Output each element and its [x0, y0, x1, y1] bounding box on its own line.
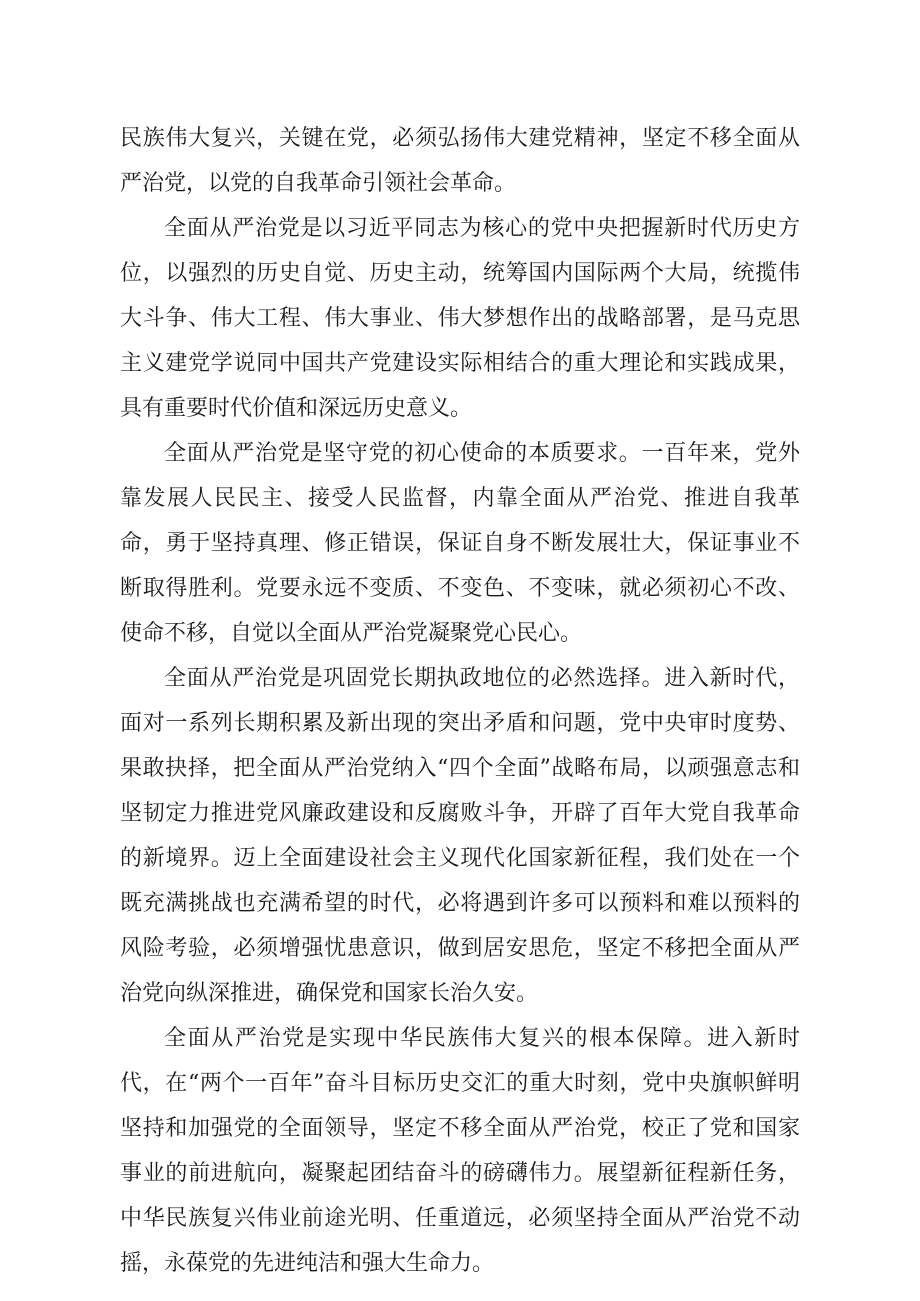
article-body — [120, 116, 800, 1286]
paragraph-strategic-deployment: 全面从严治党是以习近平同志为核心的党中央把握新时代历史方位，以强烈的历史自觉、历史主动，统筹国内国际两个大局，统揽伟大斗争、伟大工程、伟大事业、伟大梦想作出的战略部署，是马克思主义建党学说同中国共产党建设实际相结合的重大理论和实践成果，具有重要时代价值和深远历史意义。 — [120, 216, 800, 421]
paragraph-original-mission: 全面从严治党是坚守党的初心使命的本质要求。一百年来，党外靠发展人民民主、接受人民监督，内靠全面从严治党、推进自我革命，勇于坚持真理、修正错误，保证自身不断发展壮大，保证事业不断取得胜利。党要永远不变质、不变色、不变味，就必须初心不改、使命不移，自觉以全面从严治党凝聚党心民心。 — [120, 441, 800, 646]
paragraph-fundamental-guarantee: 全面从严治党是实现中华民族伟大复兴的根本保障。进入新时代，在“两个一百年”奋斗目标历史交汇的重大时刻，党中央旗帜鲜明坚持和加强党的全面领导，坚定不移全面从严治党，校正了党和国家事业的前进航向，凝聚起团结奋斗的磅礴伟力。展望新征程新任务，中华民族复兴伟业前途光明、任重道远，必须坚持全面从严治党不动摇，永葆党的先进纯洁和强大生命力。 — [120, 1026, 800, 1276]
paragraph-continuation: 民族伟大复兴，关键在党，必须弘扬伟大建党精神，坚定不移全面从严治党，以党的自我革命引领社会革命。 — [120, 126, 800, 196]
paragraph-ruling-position: 全面从严治党是巩固党长期执政地位的必然选择。进入新时代，面对一系列长期积累及新出现的突出矛盾和问题，党中央审时度势、果敢抉择，把全面从严治党纳入“四个全面”战略布局，以顽强意志和坚韧定力推进党风廉政建设和反腐败斗争，开辟了百年大党自我革命的新境界。迈上全面建设社会主义现代化国家新征程，我们处在一个既充满挑战也充满希望的时代，必将遇到许多可以预料和难以预料的风险考验，必须增强忧患意识，做到居安思危，坚定不移把全面从严治党向纵深推进，确保党和国家长治久安。 — [120, 666, 800, 1006]
